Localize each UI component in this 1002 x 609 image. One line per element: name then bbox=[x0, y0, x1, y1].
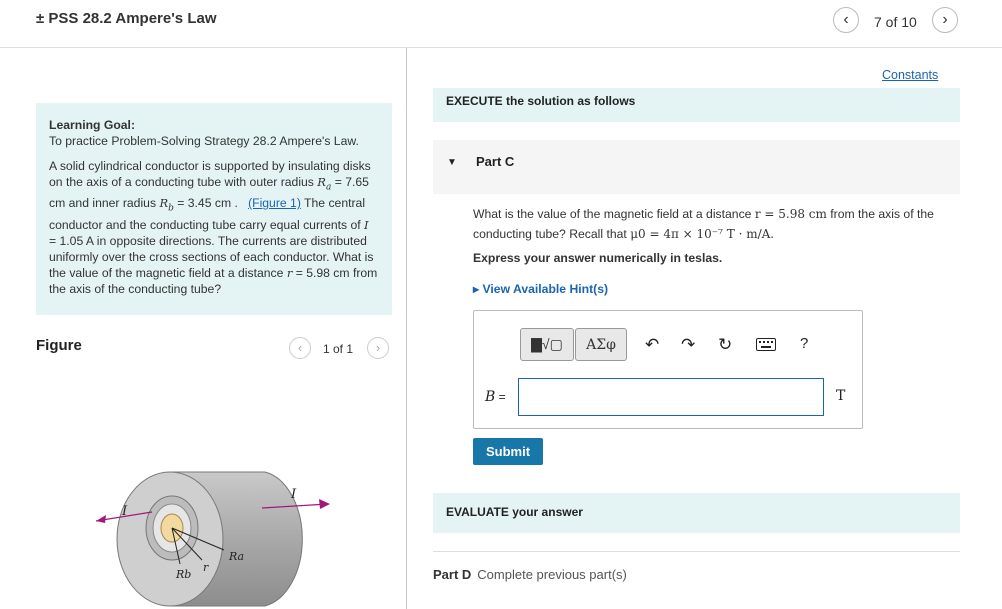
part-c-question bbox=[473, 204, 965, 244]
chevron-left-icon: ‹ bbox=[297, 340, 303, 355]
undo-icon[interactable]: ↶ bbox=[645, 335, 660, 354]
arrowhead-left bbox=[96, 515, 106, 523]
caret-down-icon: ▼ bbox=[447, 157, 457, 168]
figure-next-button[interactable] bbox=[367, 337, 389, 359]
question-text-1: What is the value of the magnetic field at a distance bbox=[473, 207, 755, 221]
redo-icon[interactable]: ↷ bbox=[681, 335, 696, 354]
label-i-right: I bbox=[291, 487, 297, 502]
help-button[interactable]: ? bbox=[800, 335, 809, 352]
reset-icon[interactable]: ↻ bbox=[718, 335, 733, 354]
next-button[interactable] bbox=[932, 7, 958, 33]
templates-button[interactable]: ▇√▢ bbox=[520, 328, 574, 361]
goal-text-3: in opposite directions. The currents are distributed uniformly over the cross sections of each conductor. What is the value of the magnetic field at a distance bbox=[49, 233, 374, 280]
answer-input[interactable] bbox=[518, 378, 824, 416]
chevron-right-icon: › bbox=[375, 340, 381, 355]
constants-link[interactable]: Constants bbox=[882, 68, 939, 82]
part-d-label: Part D bbox=[433, 567, 472, 582]
keyboard-icon[interactable] bbox=[756, 338, 776, 351]
goal-subheading: To practice Problem-Solving Strategy 28.2 Ampere's Law. bbox=[49, 134, 359, 148]
greek-symbols-button[interactable]: ΑΣφ bbox=[575, 328, 627, 361]
variable-name: B bbox=[485, 389, 496, 405]
r-symbol: r bbox=[286, 265, 293, 280]
goal-text-2: The central conductor and the conducting tube carry equal currents of bbox=[49, 196, 366, 232]
label-ra: Ra bbox=[229, 550, 245, 563]
evaluate-banner: EVALUATE your answer bbox=[433, 493, 960, 533]
figure-prev-button[interactable] bbox=[289, 337, 311, 359]
section-divider bbox=[433, 551, 960, 552]
view-hints-link[interactable] bbox=[473, 282, 608, 296]
label-i-left: I bbox=[122, 504, 128, 519]
answer-box bbox=[473, 310, 863, 429]
equals-sign: = bbox=[495, 390, 506, 404]
prev-button[interactable] bbox=[833, 7, 859, 33]
chevron-right-icon: › bbox=[942, 11, 948, 28]
label-rb: Rb bbox=[176, 568, 192, 581]
header bbox=[0, 0, 1002, 48]
variable-label bbox=[485, 389, 506, 405]
submit-button[interactable]: Submit bbox=[473, 438, 543, 465]
label-r: r bbox=[203, 561, 209, 574]
figure-label: Figure bbox=[36, 337, 82, 354]
express-instruction: Express your answer numerically in teslas. bbox=[473, 251, 723, 265]
goal-text-1: A solid cylindrical conductor is supported by insulating disks on the axis of a conducting tube with outer radius bbox=[49, 159, 371, 189]
figure-counter: 1 of 1 bbox=[323, 342, 354, 356]
goal-heading: Learning Goal: bbox=[49, 118, 135, 132]
coaxial-conductor-figure bbox=[90, 470, 340, 609]
rb-value: = 3.45 cm . bbox=[173, 196, 238, 211]
part-d-status: Complete previous part(s) bbox=[477, 567, 627, 582]
chevron-left-icon: ‹ bbox=[843, 11, 849, 28]
page-counter: 7 of 10 bbox=[874, 14, 917, 30]
goal-text-and: and inner radius bbox=[65, 196, 160, 211]
figure-link[interactable]: (Figure 1) bbox=[248, 196, 301, 211]
learning-goal-panel bbox=[36, 103, 392, 315]
execute-banner: EXECUTE the solution as follows bbox=[433, 88, 960, 122]
i-value: = 1.05 A bbox=[49, 233, 94, 248]
goal-body bbox=[49, 158, 379, 297]
question-mu: μ0 = 4π × 10⁻⁷ T · m/A. bbox=[630, 227, 775, 241]
part-c-header[interactable] bbox=[433, 140, 960, 194]
part-d-row[interactable] bbox=[433, 567, 627, 582]
hints-label: View Available Hint(s) bbox=[482, 282, 609, 296]
caret-right-icon: ▸ bbox=[473, 282, 483, 296]
arrowhead-right bbox=[319, 499, 330, 509]
ra-symbol: $R_a$ bbox=[317, 175, 332, 193]
r-value: = 5.98 cm bbox=[292, 265, 350, 280]
i-symbol: I bbox=[364, 217, 369, 232]
goal-text-4: from the axis of the conducting tube? bbox=[49, 265, 378, 296]
ra-value: = 7.65 cm bbox=[49, 175, 369, 211]
column-divider bbox=[406, 48, 407, 609]
unit-label: T bbox=[836, 388, 846, 404]
part-c-label: Part C bbox=[476, 154, 515, 169]
rb-symbol: $R_b$ bbox=[159, 196, 174, 214]
question-r: r = 5.98 cm bbox=[754, 207, 827, 221]
question-text-2: from the axis of the conducting tube? Recall that bbox=[473, 207, 934, 241]
page-title: ± PSS 28.2 Ampere's Law bbox=[36, 10, 217, 27]
